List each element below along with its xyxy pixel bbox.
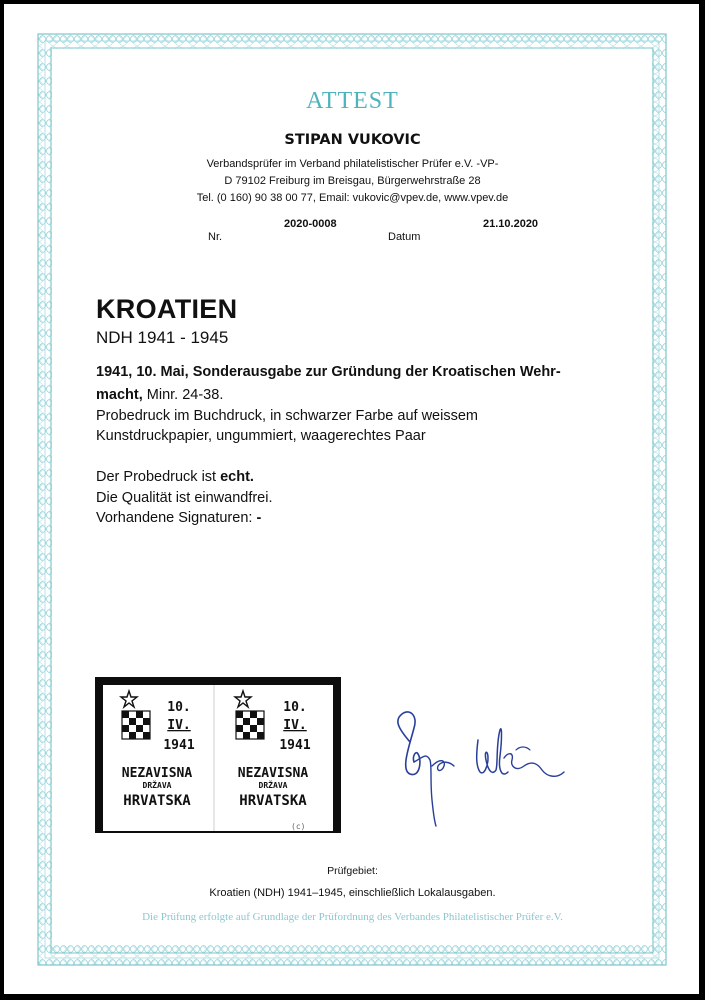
croatian-checkerboard-icon <box>236 711 264 739</box>
issue-title: 1941, 10. Mai, Sonderausgabe zur Gründung der Kroatischen Wehr- <box>96 364 561 380</box>
result-genuine-value: echt. <box>220 469 254 485</box>
stamp-word-nezavisna: NEZAVISNA <box>237 766 309 781</box>
stamp-word-drzava: DRŽAVA <box>258 781 288 790</box>
examiner-name: STIPAN VUKOVIC <box>284 132 421 148</box>
date-label: Datum <box>388 231 421 243</box>
examiner-contact: Tel. (0 160) 90 38 00 77, Email: vukovic@vpev.de, www.vpev.de <box>196 192 509 204</box>
result-genuine-prefix: Der Probedruck ist <box>96 469 221 485</box>
stamp-margin-mark: (c) <box>291 822 306 831</box>
examiner-address: D 79102 Freiburg im Breisgau, Bürgerwehrstraße 28 <box>224 175 481 187</box>
result-signatures <box>96 508 261 528</box>
certificate-date: 21.10.2020 <box>483 218 539 230</box>
description-line-3: Probedruck im Buchdruck, in schwarzer Farbe auf weissem <box>96 408 478 424</box>
pruefgebiet-label: Prüfgebiet: <box>327 865 378 877</box>
attest-title: ATTEST <box>306 88 399 114</box>
stamp-photo <box>95 677 341 833</box>
stamp-day: 10. <box>167 700 191 715</box>
stamp-year: 1941 <box>163 738 195 753</box>
result-signatures-prefix: Vorhandene Signaturen: <box>96 510 257 526</box>
stamp-month: IV. <box>283 718 307 733</box>
croatian-checkerboard-icon <box>122 711 150 739</box>
issue-title-end: macht, <box>96 387 143 403</box>
stamp-year: 1941 <box>279 738 311 753</box>
stamp-month: IV. <box>167 718 191 733</box>
stamp-word-nezavisna: NEZAVISNA <box>121 766 193 781</box>
result-quality: Die Qualität ist einwandfrei. <box>96 490 273 506</box>
examiner-signature <box>392 700 572 830</box>
stamp-word-drzava: DRŽAVA <box>142 781 172 790</box>
stamp-day: 10. <box>283 700 307 715</box>
description-line-1 <box>96 362 561 382</box>
pruefgebiet-value: Kroatien (NDH) 1941–1945, einschließlich Lokalausgaben. <box>209 887 496 899</box>
examiner-affiliation: Verbandsprüfer im Verband philatelistischer Prüfer e.V. -VP- <box>206 158 499 170</box>
period-subheading: NDH 1941 - 1945 <box>96 328 229 347</box>
country-heading: KROATIEN <box>96 294 238 324</box>
description-line-4: Kunstdruckpapier, ungummiert, waagerechtes Paar <box>96 428 426 444</box>
description-line-2 <box>96 385 223 405</box>
result-signatures-value: - <box>256 510 262 526</box>
stamp-word-hrvatska: HRVATSKA <box>123 793 191 809</box>
examination-basis: Die Prüfung erfolgte auf Grundlage der Prüfordnung des Verbandes Philatelistischer Prüfer e.V. <box>142 911 563 923</box>
catalogue-number: Minr. 24-38. <box>142 387 224 403</box>
number-label: Nr. <box>208 231 223 243</box>
stamp-word-hrvatska: HRVATSKA <box>239 793 307 809</box>
certificate-number: 2020-0008 <box>284 218 337 230</box>
result-genuine <box>96 467 254 487</box>
